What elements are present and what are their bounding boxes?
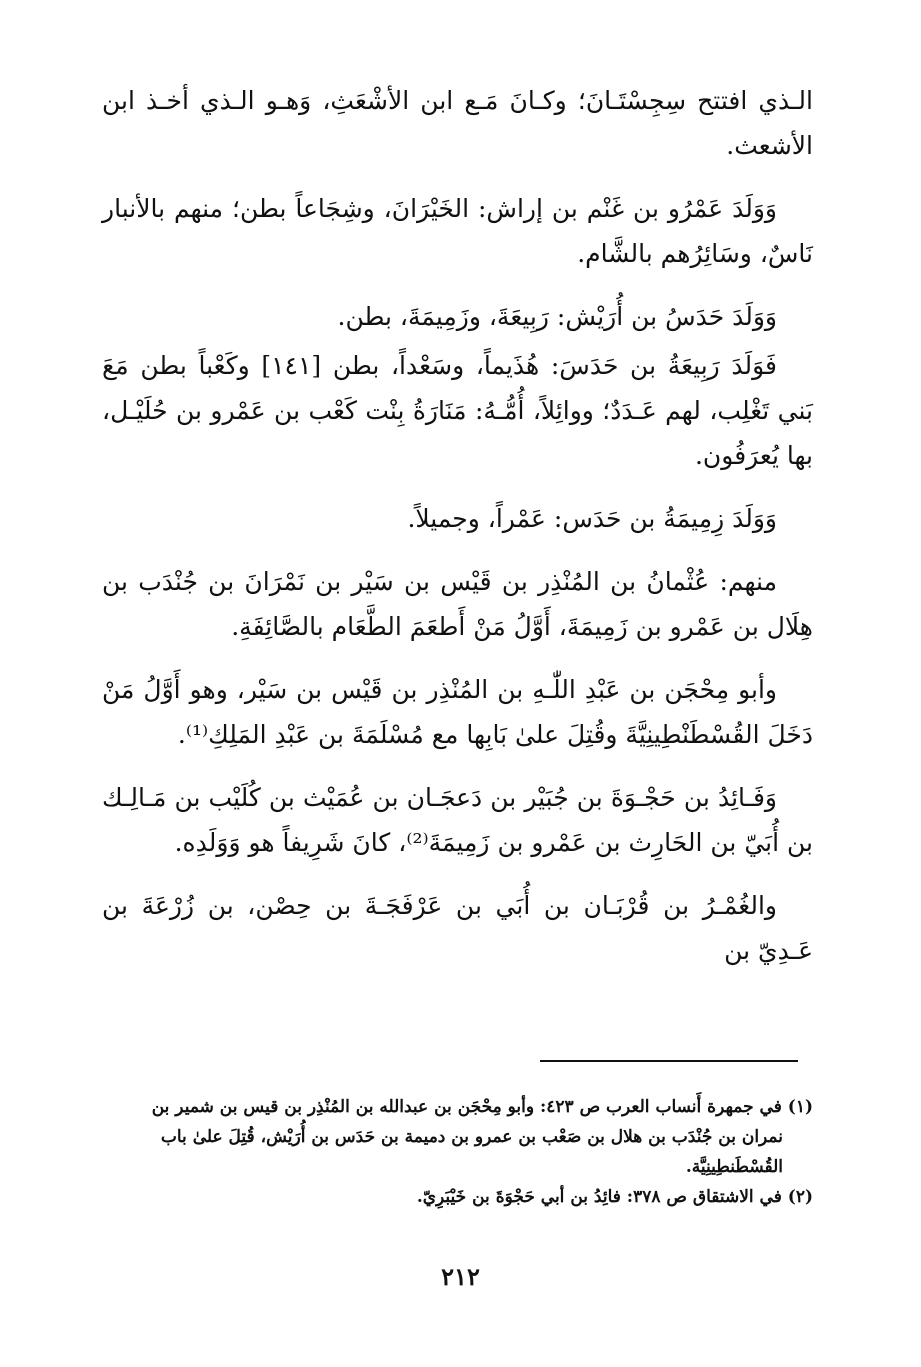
paragraph-4: فَوَلَدَ رَبِيعَةُ بن حَدَسَ: هُذَيماً، وسَعْداً، بطن [١٤١] وكَعْباً بطن مَعَ بَني تَغْلِب، لهم عَـدَدٌ؛ ووائِلاً، أُمُّـهُ: مَنَارَةُ بِنْت كَعْب بن عَمْرو بن حُلَيْـل، بها يُعرَفُون. <box>102 351 813 470</box>
paragraph-6: منهم: عُثْمانُ بن المُنْذِر بن قَيْس بن سَيْر بن نَمْرَانَ بن جُنْدَب بن هِلَال بن عَمْرو بن زَمِيمَةَ، أَوَّلُ مَنْ أَطعَمَ الطَّعَام بالصَّائِفَةِ. <box>102 567 813 641</box>
footnote-1-line-1: (١) في جمهرة أَنساب العرب ص ٤٢٣: وأبو مِحْجَن بن عبدالله بن المُنْذِر بن قيس بن شمير بن <box>151 1097 813 1117</box>
footnote-1-line-2: نمران بن جُنْدَب بن هلال بن صَعْب بن عمرو بن دميمة بن حَدَس بن أُرَيْش، قُتِلَ علىٰ باب <box>160 1127 783 1147</box>
paragraph-9: والغُمْـرُ بن قُرْبَـان بن أُبَي بن عَرْفَجَـةَ بن حِصْن، بن زُرْعَةَ بن عَـدِيّ بن <box>102 891 813 965</box>
paragraph-2: وَوَلَدَ عَمْرُو بن غَنْم بن إراش: الخَيْرَانَ، وشِجَاعاً بطن؛ منهم بالأنبار نَاسٌ، وسَائِرُهم بالشَّام. <box>102 194 813 268</box>
paragraph-8: وَفَـائِدُ بن حَجْـوَةَ بن جُبَيْر بن دَعجَـان بن عُمَيْث بن كُلَيْب بن مَـالِـك بن أُبَيّ بن الحَارِث بن عَمْرو بن زَمِيمَةَ⁽²⁾، كانَ شَرِيفاً هو وَوَلَدِه. <box>102 783 813 857</box>
footnote-separator <box>540 1060 798 1062</box>
footnotes <box>102 1092 813 1212</box>
main-text <box>102 78 813 973</box>
page-number: ٢١٢ <box>441 1262 480 1291</box>
footnote-2: (٢) في الاشتقاق ص ٣٧٨: فائِدُ بن أبي حَجْوَةَ بن خَيْبَرِيّ. <box>416 1187 813 1207</box>
paragraph-1: الـذي افتتح سِجِسْتَـانَ؛ وكـانَ مَـع ابن الأشْعَثِ، وَهـو الـذي أخـذ ابن الأشعث. <box>102 86 813 160</box>
footnote-1-line-3: القُسْطَنطِينِيَّة. <box>685 1157 783 1177</box>
paragraph-5: وَوَلَدَ زِمِيمَةُ بن حَدَس: عَمْراً، وجميلاً. <box>407 504 777 533</box>
paragraph-7: وأبو مِحْجَن بن عَبْدِ اللّٰـهِ بن المُنْذِر بن قَيْس بن سَيْر، وهو أَوَّلُ مَنْ دَخَلَ القُسْطَنْطِينِيَّةَ وقُتِلَ علىٰ بَابِها مع مُسْلَمَةَ بن عَبْدِ المَلِكِ⁽¹⁾. <box>102 675 813 749</box>
paragraph-3: وَوَلَدَ حَدَسُ بن أُرَيْش: رَبِيعَةَ، وزَمِيمَةَ، بطن. <box>337 302 777 331</box>
